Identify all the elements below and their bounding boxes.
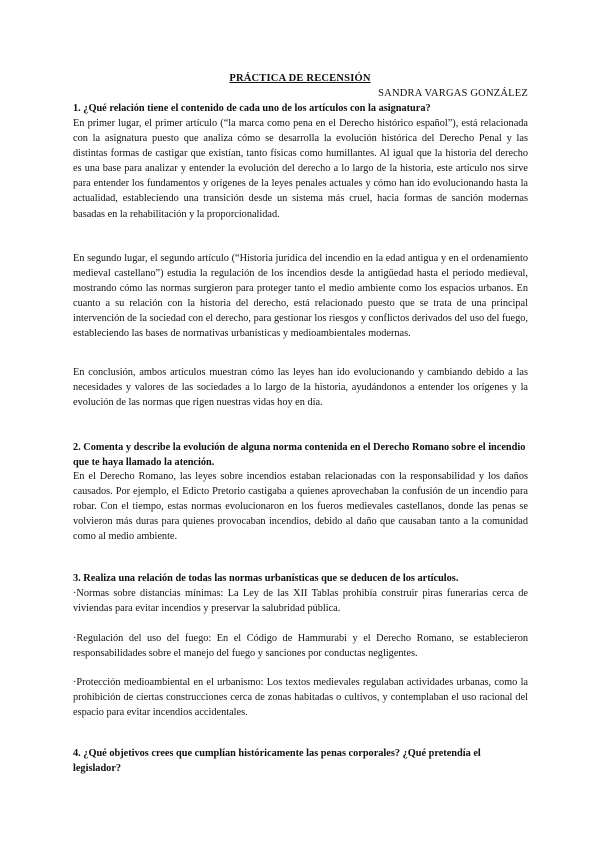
paragraph-2-1: En el Derecho Romano, las leyes sobre incendios estaban relacionadas con la responsabilidad y los daños causados. Por ejemplo, el Edicto Pretorio castigaba a quienes aprovechaban la confusión de un incendio para robar. Con el tiempo, estas normas evolucionaron en los fueros medievales castellanos, donde las penas se volvieron más duras para quienes provocaban incendios, debido al daño que causaban tanto a la comunidad como al medio ambiente. bbox=[73, 471, 528, 543]
question-4: 4. ¿Qué objetivos crees que cumplían históricamente las penas corporales? ¿Qué pretendía el legislador? bbox=[73, 748, 481, 775]
author-name: SANDRA VARGAS GONZÁLEZ bbox=[378, 88, 528, 99]
question-2: 2. Comenta y describe la evolución de alguna norma contenida en el Derecho Romano sobre el incendio que te haya llamado la atención. bbox=[73, 442, 526, 469]
paragraph-1-2: En segundo lugar, el segundo artículo (“Historia jurídica del incendio en la edad antigua y en el ordenamiento medieval castellano”) estudia la regulación de los incendios desde la antigüedad hasta el periodo medieval, mostrando cómo las normas surgieron para proteger tanto el medio ambiente como los espacios urbanos. En cuanto a su relación con la historia del derecho, está relacionado puesto que se trata de una principal intervención de la sociedad con el derecho, para gestionar los riesgos y conflictos derivados del uso del fuego, estableciendo las bases de normativas urbanísticas y medioambientales modernas. bbox=[73, 253, 528, 340]
question-1: 1. ¿Qué relación tiene el contenido de cada uno de los artículos con la asignatura? bbox=[73, 103, 431, 114]
document-title: PRÁCTICA DE RECENSIÓN bbox=[229, 73, 371, 84]
paragraph-3-3: ·Protección medioambiental en el urbanismo: Los textos medievales regulaban actividades urbanas, como la prohibición de ciertas construcciones cerca de zonas habitadas o cultivos, y contemplaban el uso racional del espacio para evitar incendios accidentales. bbox=[73, 677, 528, 719]
paragraph-1-3: En conclusión, ambos artículos muestran cómo las leyes han ido evolucionando y cambiando debido a las necesidades y valores de las sociedades a lo largo de la historia, ayudándonos a entender los orígenes y la evolución de las normas que rigen nuestras vidas hoy en día. bbox=[73, 367, 528, 409]
paragraph-1-1: En primer lugar, el primer artículo (“la marca como pena en el Derecho histórico español”), está relacionada con la asignatura puesto que analiza cómo se desarrolla la evolución histórica del Derecho Penal y las distintas formas de castigar que existían, tanto físicas como humillantes. Al igual que la historia del derecho es una base para analizar y entender la evolución del derecho a lo largo de la historia, este artículo nos sirve para entender los fundamentos y orígenes de la leyes penales actuales y cómo han ido evolucionando hasta la actualidad, estableciendo una transición desde un sistema más cruel, hacia formas de sanción modernas basadas en la rehabilitación y la proporcionalidad. bbox=[73, 118, 528, 220]
question-3: 3. Realiza una relación de todas las normas urbanísticas que se deducen de los artículos. bbox=[73, 573, 459, 584]
paragraph-3-1: ·Normas sobre distancias mínimas: La Ley de las XII Tablas prohibía construir piras funerarias cerca de viviendas para evitar incendios y preservar la salubridad pública. bbox=[73, 588, 528, 615]
paragraph-3-2: ·Regulación del uso del fuego: En el Código de Hammurabi y el Derecho Romano, se establecieron responsabilidades sobre el manejo del fuego y sanciones por conductas negligentes. bbox=[73, 633, 528, 660]
